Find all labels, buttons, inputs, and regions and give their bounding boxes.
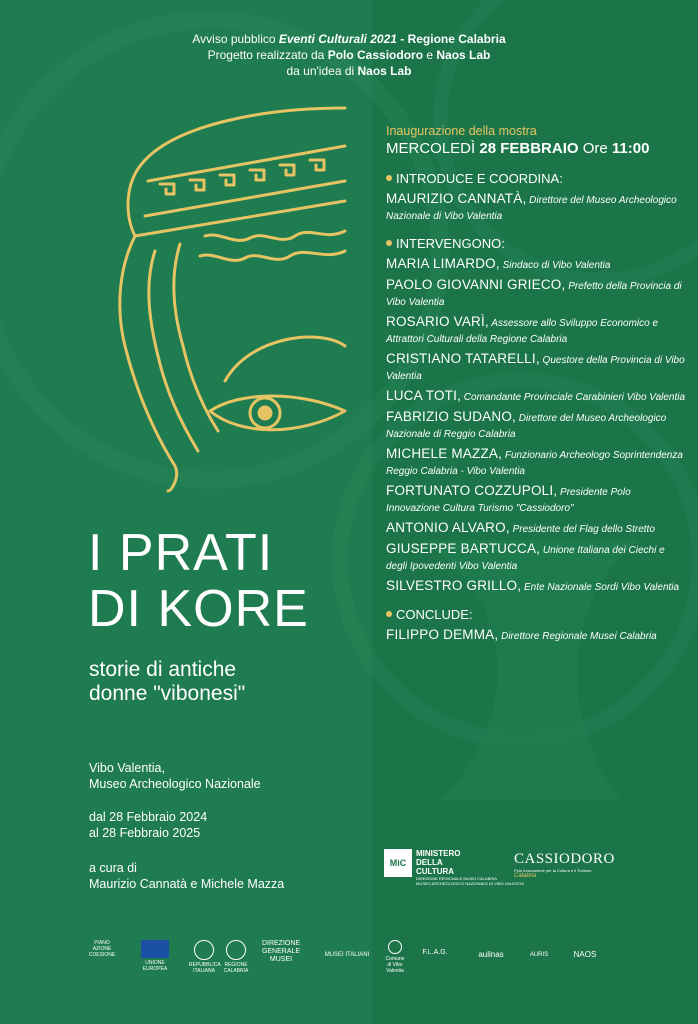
person-name: FILIPPO DEMMA,: [386, 627, 499, 642]
person-name: FABRIZIO SUDANO,: [386, 409, 516, 424]
person-role: Direttore del Museo Archeologico Nazionale di Vibo Valentia: [386, 195, 677, 222]
person-name: LUCA TOTI,: [386, 388, 462, 403]
person-name: SILVESTRO GRILLO,: [386, 578, 522, 593]
conclude-person: [386, 627, 686, 644]
cassiodoro-script: Calabria: [514, 873, 537, 879]
mic-line-5: MUSEO ARCHEOLOGICO NAZIONALE DI VIBO VALENTIA: [416, 881, 524, 886]
person-role: Sindaco di Vibo Valentia: [499, 260, 611, 271]
person-role: Ente Nazionale Sordi Vibo Valentia: [521, 582, 680, 593]
person-role: Questore della Provincia di Vibo Valentia: [386, 355, 685, 382]
date-day: 28 FEBBRAIO: [479, 140, 579, 157]
mic-line-2: DELLA: [416, 858, 443, 867]
date-weekday: MERCOLEDÌ: [386, 140, 480, 157]
comune-crest-icon: [388, 940, 402, 954]
speaker-item: [386, 351, 686, 384]
mic-line-3: CULTURA: [416, 867, 455, 876]
subtitle-line-1: storie di antiche: [89, 658, 237, 681]
person-name: MICHELE MAZZA,: [386, 446, 503, 461]
person-name: ROSARIO VARÌ,: [386, 314, 489, 329]
inauguration-label: Inaugurazione della mostra: [386, 124, 537, 138]
regione-emblem-icon: [226, 940, 246, 960]
exhibition-dates: [89, 809, 207, 841]
conclude-heading: CONCLUDE:: [396, 607, 473, 622]
cassiodoro-subtitle: Polo Innovazione per la Cultura e il Turismo: [514, 868, 592, 873]
repubblica-label: REPUBBLICA ITALIANA: [189, 962, 221, 974]
person-role: Direttore del Museo Archeologico Nazionale di Reggio Calabria: [386, 413, 667, 440]
person-role: Funzionario Archeologo Soprintendenza Reggio Calabria - Vibo Valentia: [386, 450, 683, 477]
exhibition-title: [88, 525, 309, 637]
partner-logos: [384, 845, 624, 891]
speakers-heading: INTERVENGONO:: [396, 236, 505, 251]
unione-europea-logo: [137, 940, 173, 972]
inauguration-date: [386, 139, 686, 159]
person-role: Direttore Regionale Musei Calabria: [498, 631, 657, 642]
aulinas-logo: aulinas: [478, 950, 504, 959]
date-time: 11:00: [611, 140, 650, 157]
ue-label: UNIONE EUROPEA: [142, 960, 168, 972]
person-name: CRISTIANO TATARELLI,: [386, 351, 540, 366]
person-role: Presidente del Flag dello Stretto: [509, 524, 655, 535]
bullet-icon: [386, 611, 392, 617]
sponsor-footer: [85, 940, 615, 976]
person-name: MAURIZIO CANNATÀ,: [386, 191, 527, 206]
dates-line-1: dal 28 Febbraio 2024: [89, 810, 208, 824]
speaker-item: [386, 541, 686, 574]
venue-line-2: Museo Archeologico Nazionale: [89, 777, 261, 791]
speaker-item: [386, 388, 686, 405]
header-text-bold: - Regione Calabria: [396, 32, 506, 46]
header-line-1: [0, 31, 698, 47]
comune-logo: [383, 940, 407, 974]
curators-label: a cura di: [89, 861, 137, 875]
kore-head-illustration: [100, 106, 350, 496]
person-name: GIUSEPPE BARTUCCA,: [386, 541, 541, 556]
exhibition-subtitle: [89, 658, 245, 706]
mic-line-1: MINISTERO: [416, 849, 461, 858]
auris-logo: AURIS: [529, 952, 549, 958]
title-line-2: DI KORE: [88, 580, 309, 638]
introduce-heading: INTRODUCE E COORDINA:: [396, 171, 563, 186]
speaker-item: [386, 409, 686, 442]
speaker-item: [386, 446, 686, 479]
curators-names: Maurizio Cannatà e Michele Mazza: [89, 877, 285, 891]
comune-label: Comune di Vibo Valentia: [385, 956, 405, 974]
dates-line-2: al 28 Febbraio 2025: [89, 826, 201, 840]
speaker-item: [386, 520, 686, 537]
title-line-1: I PRATI: [88, 524, 274, 582]
bullet-icon: [386, 175, 392, 181]
introduce-person: [386, 191, 686, 224]
direzione-musei-logo: DIREZIONE GENERALE MUSEI: [261, 940, 301, 963]
curators-info: [89, 860, 284, 892]
header-notice: [0, 31, 698, 79]
program-column: [386, 123, 686, 644]
person-name: ANTONIO ALVARO,: [386, 520, 510, 535]
person-name: MARIA LIMARDO,: [386, 256, 500, 271]
header-text: e: [423, 48, 437, 62]
cassiodoro-logo: [514, 851, 615, 879]
person-role: Presidente Polo Innovazione Cultura Turismo "Cassiodoro": [386, 487, 631, 514]
ministero-cultura-logo: [384, 849, 524, 886]
header-text: Avviso pubblico: [192, 32, 279, 46]
flag-logo: F.L.A.G.: [422, 949, 448, 956]
person-role: Prefetto della Provincia di Vibo Valentia: [386, 281, 682, 308]
bullet-icon: [386, 240, 392, 246]
subtitle-line-2: donne "vibonesi": [89, 682, 246, 705]
musei-italiani-logo: MUSEI ITALIANI: [324, 952, 370, 958]
header-text-bold: Naos Lab: [436, 48, 491, 62]
header-text-bold: Naos Lab: [357, 64, 412, 78]
mic-text: [416, 849, 524, 886]
repubblica-italiana-logo: [189, 940, 219, 974]
date-time-label: Ore: [578, 140, 612, 157]
speaker-item: [386, 483, 686, 516]
speaker-item: [386, 314, 686, 347]
header-text: da un'idea di: [286, 64, 358, 78]
introduce-section: [386, 171, 686, 187]
header-text-bold: Eventi Culturali 2021: [278, 32, 397, 46]
naos-logo: NAOS: [573, 950, 597, 959]
piano-azione-coesione-logo: PIANO AZIONE COESIONE: [88, 940, 116, 958]
person-role: Comandante Provinciale Carabinieri Vibo Valentia: [461, 392, 686, 403]
regione-calabria-logo: [221, 940, 251, 974]
mic-line-4: DIREZIONE REGIONALE MUSEI CALABRIA: [416, 876, 497, 881]
speaker-item: [386, 578, 686, 595]
person-role: Unione Italiana dei Ciechi e degli Ipovedenti Vibo Valentia: [386, 545, 665, 572]
person-role: Assessore allo Sviluppo Economico e Attrattori Culturali della Regione Calabria: [386, 318, 659, 345]
venue-info: [89, 760, 261, 792]
person-name: FORTUNATO COZZUPOLI,: [386, 483, 558, 498]
header-line-2: [0, 47, 698, 63]
conclude-section: [386, 607, 686, 623]
header-line-3: [0, 63, 698, 79]
speaker-item: [386, 277, 686, 310]
header-text: Progetto realizzato da: [207, 48, 328, 62]
venue-line-1: Vibo Valentia,: [89, 761, 165, 775]
cassiodoro-name: CASSIODORO: [514, 851, 615, 867]
speaker-item: [386, 256, 686, 273]
eu-flag-icon: [141, 940, 169, 958]
speakers-section: [386, 236, 686, 252]
person-name: PAOLO GIOVANNI GRIECO,: [386, 277, 566, 292]
mic-badge: MiC: [384, 849, 412, 877]
header-text-bold: Polo Cassiodoro: [327, 48, 424, 62]
regione-label: REGIONE CALABRIA: [223, 962, 249, 974]
emblem-icon: [194, 940, 214, 960]
speakers-list: [386, 256, 686, 595]
